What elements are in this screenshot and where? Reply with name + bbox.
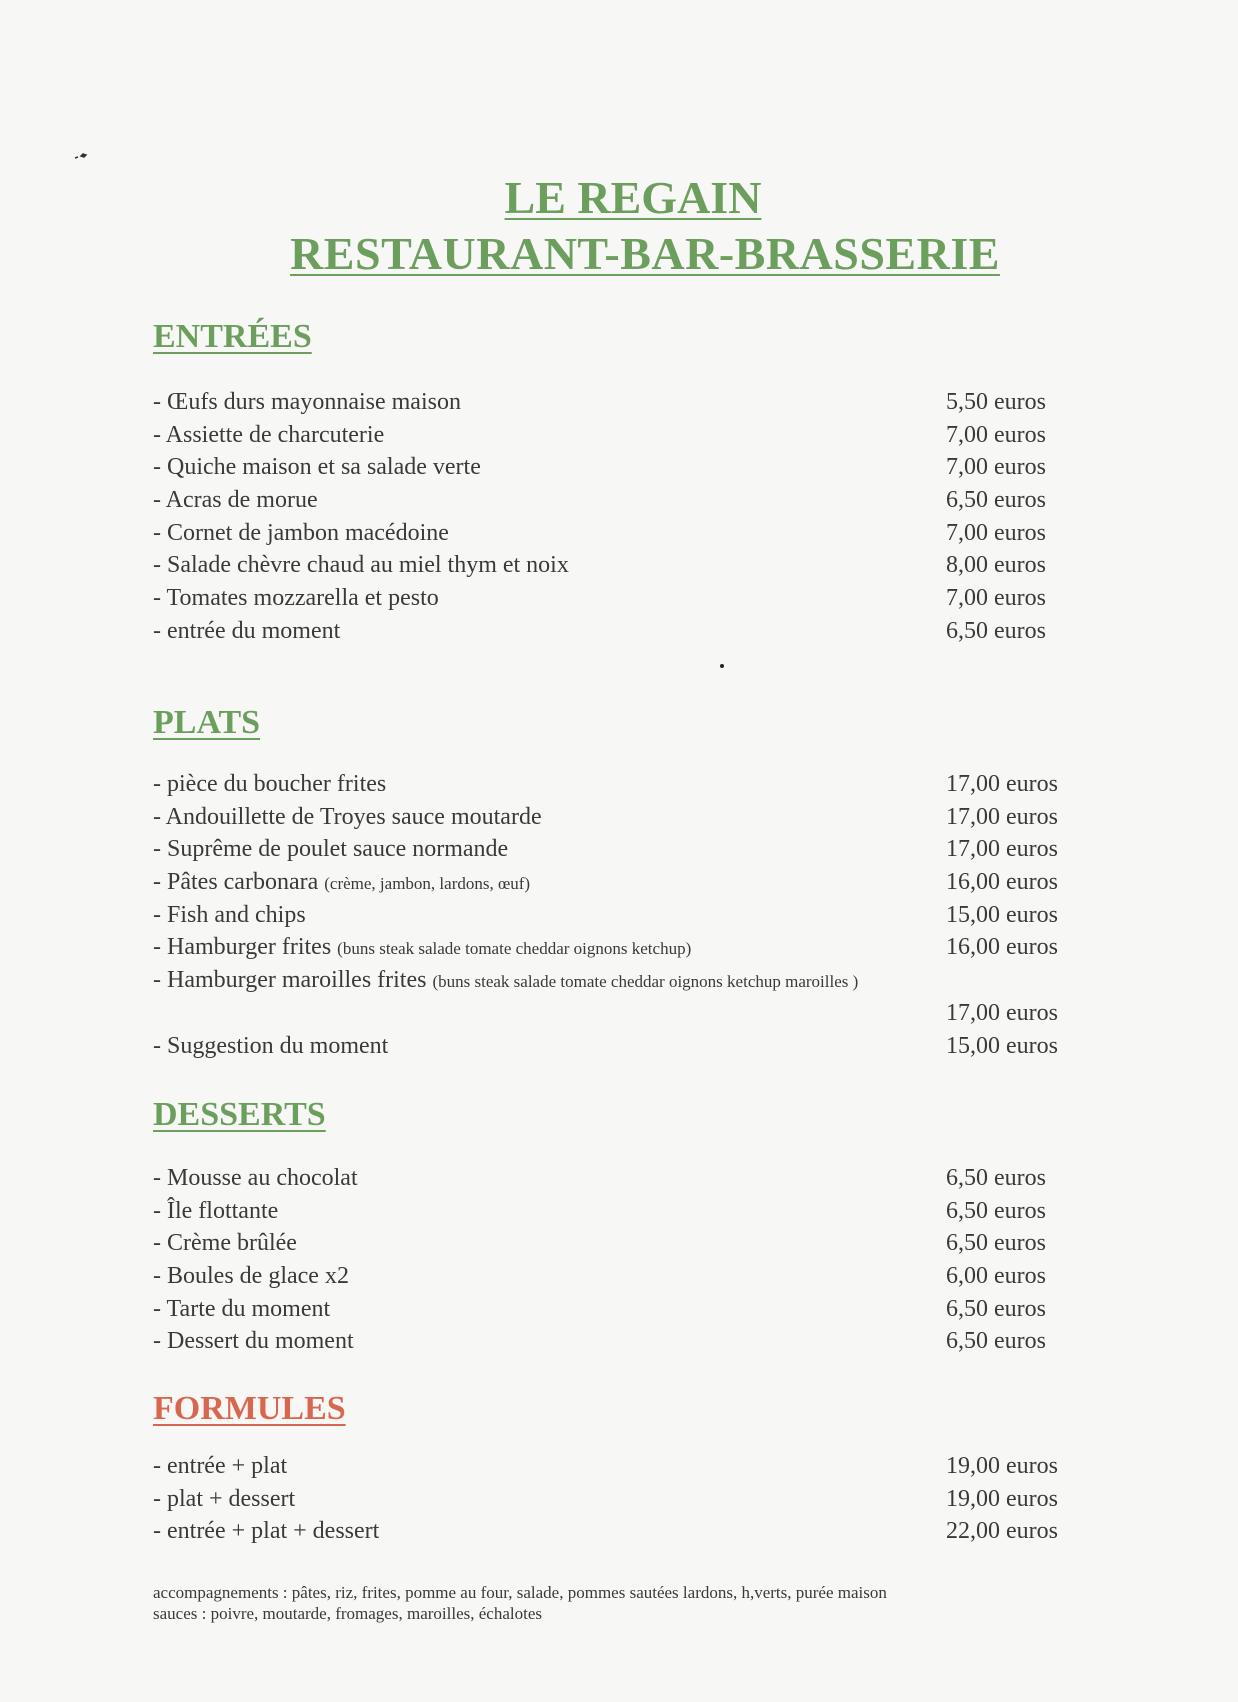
entrees-list: [153, 386, 1073, 648]
item-name: - Cornet de jambon macédoine: [153, 519, 449, 546]
item-name-text: - pièce du boucher frites: [153, 771, 387, 797]
section-desserts: [153, 1096, 1073, 1358]
menu-item: [153, 451, 1073, 484]
menu-item: [153, 1450, 1073, 1483]
item-price: 7,00 euros: [946, 519, 1046, 546]
accompagnements-text: accompagnements : pâtes, riz, frites, pomme au four, salade, pommes sautées lardons, h,verts, purée maison: [153, 1583, 887, 1602]
item-name: - Boules de glace x2: [153, 1263, 349, 1290]
menu-item: [153, 386, 1073, 419]
item-name: - Mousse au chocolat: [153, 1165, 358, 1191]
item-name: - Île flottante: [153, 1197, 279, 1224]
item-price: 17,00 euros: [946, 803, 1058, 830]
item-price: 7,00 euros: [946, 585, 1046, 612]
item-price: 6,50 euros: [946, 1295, 1046, 1322]
item-price: 7,00 euros: [946, 421, 1046, 448]
item-name-text: - Andouillette de Troyes sauce moutarde: [153, 803, 542, 830]
item-price: 16,00 euros: [946, 934, 1058, 961]
item-price: 17,00 euros: [946, 999, 1058, 1026]
section-title-entrees: ENTRÉES: [153, 318, 312, 355]
item-price: 6,00 euros: [946, 1263, 1046, 1290]
item-note: (crème, jambon, lardons, œuf): [324, 874, 531, 894]
item-name: - plat + dessert: [153, 1485, 296, 1512]
item-name: - Tomates mozzarella et pesto: [153, 585, 439, 612]
menu-item: [153, 615, 1073, 648]
item-price: 5,50 euros: [946, 389, 1046, 415]
item-price: 6,50 euros: [946, 1197, 1046, 1224]
section-title-plats: PLATS: [153, 704, 261, 741]
menu-item: [153, 768, 1073, 801]
item-name: - Acras de morue: [153, 487, 318, 514]
menu-item: [153, 484, 1073, 517]
item-name: - entrée + plat + dessert: [153, 1518, 380, 1545]
item-name-text: - Hamburger maroilles frites: [153, 967, 427, 994]
section-title-formules: FORMULES: [153, 1390, 346, 1427]
menu-item: [153, 931, 1073, 964]
item-name: [153, 1030, 388, 1063]
section-entrees: [153, 318, 1073, 648]
item-note: (buns steak salade tomate cheddar oignons ketchup): [337, 939, 692, 959]
restaurant-header: [0, 170, 1238, 282]
menu-item: [153, 1227, 1073, 1260]
section-formules: [153, 1390, 1073, 1548]
item-price: 8,00 euros: [946, 552, 1046, 579]
item-name: - entrée du moment: [153, 617, 341, 644]
item-name: - Dessert du moment: [153, 1328, 354, 1355]
menu-item: [153, 1162, 1073, 1195]
restaurant-name: LE REGAIN: [504, 172, 762, 223]
menu-item: [153, 899, 1073, 932]
section-plats: [153, 704, 1073, 1062]
item-name: - Assiette de charcuterie: [153, 421, 385, 448]
menu-item: [153, 866, 1073, 899]
section-title-desserts: DESSERTS: [153, 1096, 326, 1133]
item-name-text: - Hamburger frites: [153, 934, 332, 961]
item-name: [153, 801, 542, 834]
item-price: 15,00 euros: [946, 901, 1058, 928]
menu-item: [153, 517, 1073, 550]
menu-item: [153, 964, 1073, 1029]
footer-notes: [153, 1582, 1053, 1624]
item-name-text: - Suggestion du moment: [153, 1032, 389, 1059]
item-price: 6,50 euros: [946, 1165, 1046, 1191]
item-price: 22,00 euros: [946, 1518, 1058, 1545]
item-name: [153, 768, 386, 801]
item-name: - Salade chèvre chaud au miel thym et noix: [153, 552, 569, 579]
item-price: 17,00 euros: [946, 836, 1058, 863]
item-price: 6,50 euros: [946, 487, 1046, 514]
item-name: - entrée + plat: [153, 1453, 288, 1479]
desserts-list: [153, 1162, 1073, 1358]
item-name-text: - Suprême de poulet sauce normande: [153, 836, 509, 863]
item-name: - Tarte du moment: [153, 1295, 331, 1322]
item-name: [153, 964, 873, 999]
item-price: 19,00 euros: [946, 1485, 1058, 1512]
item-price: 6,50 euros: [946, 1328, 1046, 1355]
menu-item: [153, 1325, 1073, 1358]
item-name-text: - Pâtes carbonara: [153, 869, 319, 896]
menu-item: [153, 582, 1073, 615]
item-name: - Crème brûlée: [153, 1230, 297, 1257]
item-name: [153, 899, 306, 932]
item-name: - Quiche maison et sa salade verte: [153, 454, 481, 481]
ink-speck-mark: [74, 152, 92, 160]
menu-item: [153, 549, 1073, 582]
menu-item: [153, 1483, 1073, 1516]
menu-item: [153, 1515, 1073, 1548]
sauces-text: sauces : poivre, moutarde, fromages, maroilles, échalotes: [153, 1604, 542, 1623]
ink-dot-mark: [720, 664, 724, 668]
item-price: 16,00 euros: [946, 869, 1058, 896]
item-price: 6,50 euros: [946, 617, 1046, 644]
item-price: 6,50 euros: [946, 1230, 1046, 1257]
menu-item: [153, 1195, 1073, 1228]
menu-item: [153, 1030, 1073, 1063]
item-name: [153, 931, 691, 966]
menu-item: [153, 1293, 1073, 1326]
item-name: [153, 866, 530, 901]
item-price: 19,00 euros: [946, 1453, 1058, 1479]
item-price: 7,00 euros: [946, 454, 1046, 481]
menu-item: [153, 833, 1073, 866]
item-price: 17,00 euros: [946, 771, 1058, 797]
plats-list: [153, 768, 1073, 1062]
menu-item: [153, 801, 1073, 834]
item-price: 15,00 euros: [946, 1032, 1058, 1059]
menu-item: [153, 1260, 1073, 1293]
item-note: (buns steak salade tomate cheddar oignons ketchup maroilles ): [432, 972, 859, 992]
menu-item: [153, 419, 1073, 452]
restaurant-subtitle: RESTAURANT-BAR-BRASSERIE: [290, 228, 1000, 279]
item-name: [153, 833, 508, 866]
item-name: - Œufs durs mayonnaise maison: [153, 389, 461, 415]
formules-list: [153, 1450, 1073, 1548]
item-name-text: - Fish and chips: [153, 901, 306, 928]
